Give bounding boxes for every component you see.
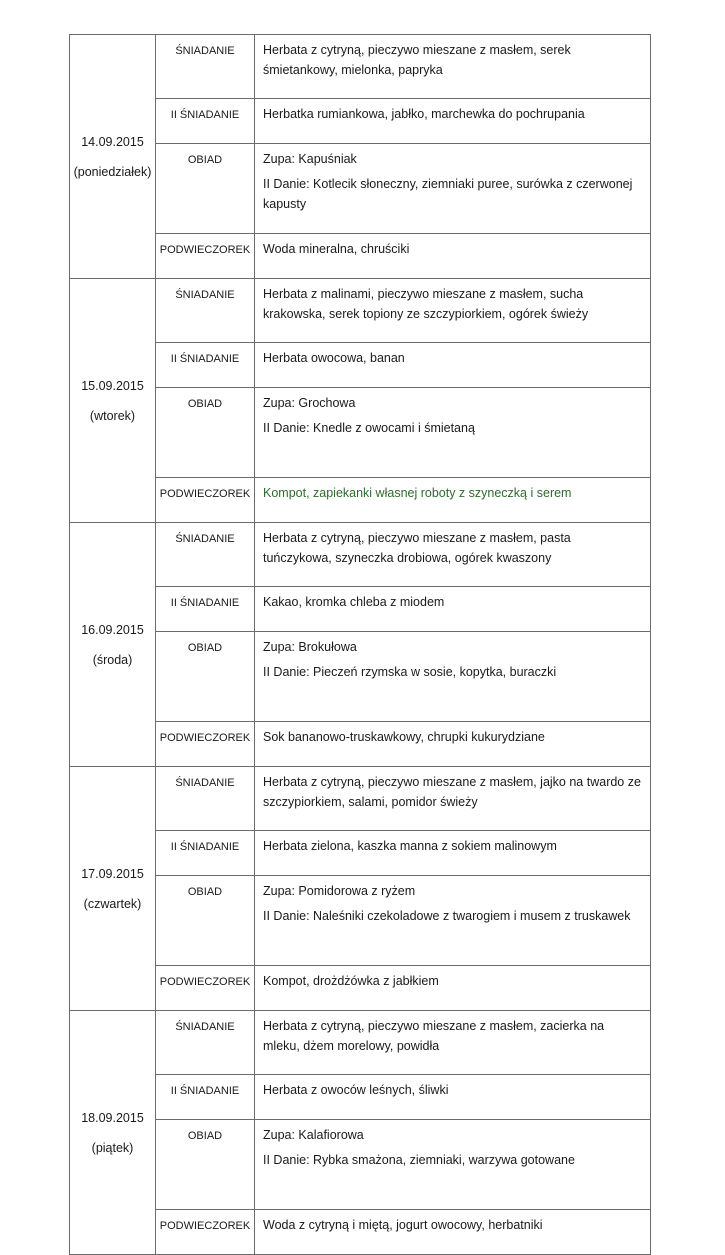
menu-row [70, 35, 651, 99]
menu-row [70, 343, 651, 388]
meal-name: OBIAD [156, 876, 255, 966]
menu-body [70, 35, 651, 1255]
day-cell [70, 1011, 156, 1255]
meal-dishes [255, 1120, 651, 1210]
dish-line: Herbatka rumiankowa, jabłko, marchewka do pochrupania [263, 107, 585, 121]
dish-line: II Danie: Kotlecik słoneczny, ziemniaki puree, surówka z czerwonej kapusty [263, 177, 633, 211]
meal-dishes [255, 1210, 651, 1255]
day-weekday: (poniedziałek) [73, 164, 152, 179]
meal-dishes [255, 388, 651, 478]
dish-line: Kompot, drożdżówka z jabłkiem [263, 974, 439, 988]
day-date: 17.09.2015 [81, 866, 144, 881]
meal-name: II ŚNIADANIE [156, 99, 255, 144]
meal-name: PODWIECZOREK [156, 966, 255, 1011]
meal-dishes [255, 35, 651, 99]
dish-line: Herbata z cytryną, pieczywo mieszane z masłem, serek śmietankowy, mielonka, papryka [263, 43, 571, 77]
dish-line: Herbata z cytryną, pieczywo mieszane z masłem, pasta tuńczykowa, szyneczka drobiowa, ogórek kwaszony [263, 531, 571, 565]
meal-name: ŚNIADANIE [156, 523, 255, 587]
dish-line: II Danie: Knedle z owocami i śmietaną [263, 421, 475, 435]
menu-row [70, 234, 651, 279]
day-weekday: (piątek) [91, 1140, 134, 1155]
day-weekday: (wtorek) [89, 408, 136, 423]
menu-row [70, 632, 651, 722]
day-date: 16.09.2015 [81, 622, 144, 637]
meal-name: PODWIECZOREK [156, 234, 255, 279]
meal-dishes [255, 279, 651, 343]
weekly-menu-table [69, 34, 651, 1255]
meal-name: OBIAD [156, 632, 255, 722]
meal-name: II ŚNIADANIE [156, 343, 255, 388]
dish-line: Herbata z malinami, pieczywo mieszane z masłem, sucha krakowska, serek topiony ze szczypiorkiem, ogórek świeży [263, 287, 589, 321]
day-weekday: (środa) [92, 652, 133, 667]
dish-line: Kompot, zapiekanki własnej roboty z szyneczką i serem [263, 486, 572, 500]
day-date: 15.09.2015 [81, 378, 144, 393]
dish-line: Woda mineralna, chruściki [263, 242, 410, 256]
meal-name: ŚNIADANIE [156, 35, 255, 99]
day-cell [70, 523, 156, 767]
meal-dishes [255, 99, 651, 144]
meal-name: PODWIECZOREK [156, 1210, 255, 1255]
meal-name: OBIAD [156, 388, 255, 478]
menu-row [70, 1075, 651, 1120]
meal-dishes [255, 343, 651, 388]
day-date: 18.09.2015 [81, 1110, 144, 1125]
dish-line: Zupa: Kapuśniak [263, 152, 357, 166]
day-cell [70, 279, 156, 523]
meal-name: II ŚNIADANIE [156, 1075, 255, 1120]
meal-name: ŚNIADANIE [156, 279, 255, 343]
menu-row [70, 144, 651, 234]
menu-row [70, 1210, 651, 1255]
dish-line: Zupa: Grochowa [263, 396, 356, 410]
meal-dishes [255, 767, 651, 831]
menu-row [70, 876, 651, 966]
meal-name: II ŚNIADANIE [156, 831, 255, 876]
meal-name: ŚNIADANIE [156, 767, 255, 831]
day-date: 14.09.2015 [81, 134, 144, 149]
dish-line: Herbata zielona, kaszka manna z sokiem malinowym [263, 839, 557, 853]
day-cell [70, 35, 156, 279]
menu-row [70, 767, 651, 831]
menu-row [70, 1011, 651, 1075]
menu-row [70, 966, 651, 1011]
menu-row [70, 279, 651, 343]
meal-name: OBIAD [156, 144, 255, 234]
dish-line: Herbata z cytryną, pieczywo mieszane z masłem, zacierka na mleku, dżem morelowy, powidła [263, 1019, 605, 1053]
meal-dishes [255, 144, 651, 234]
meal-dishes [255, 587, 651, 632]
menu-row [70, 478, 651, 523]
dish-line: Zupa: Kalafiorowa [263, 1128, 364, 1142]
dish-line: Sok bananowo-truskawkowy, chrupki kukurydziane [263, 730, 545, 744]
meal-dishes [255, 1075, 651, 1120]
dish-line: II Danie: Rybka smażona, ziemniaki, warzywa gotowane [263, 1153, 575, 1167]
dish-line: Herbata owocowa, banan [263, 351, 405, 365]
menu-row [70, 587, 651, 632]
meal-name: ŚNIADANIE [156, 1011, 255, 1075]
dish-line: Zupa: Brokułowa [263, 640, 357, 654]
meal-name: OBIAD [156, 1120, 255, 1210]
day-weekday: (czwartek) [83, 896, 142, 911]
dish-line: Zupa: Pomidorowa z ryżem [263, 884, 416, 898]
menu-row [70, 388, 651, 478]
menu-row [70, 1120, 651, 1210]
meal-dishes [255, 632, 651, 722]
meal-name: PODWIECZOREK [156, 478, 255, 523]
dish-line: Herbata z cytryną, pieczywo mieszane z masłem, jajko na twardo ze szczypiorkiem, salami, pomidor świeży [263, 775, 641, 809]
meal-dishes [255, 876, 651, 966]
menu-row [70, 831, 651, 876]
meal-dishes [255, 478, 651, 523]
meal-dishes [255, 831, 651, 876]
meal-name: PODWIECZOREK [156, 722, 255, 767]
dish-line: Herbata z owoców leśnych, śliwki [263, 1083, 449, 1097]
dish-line: Kakao, kromka chleba z miodem [263, 595, 445, 609]
menu-row [70, 722, 651, 767]
meal-dishes [255, 523, 651, 587]
dish-line: II Danie: Pieczeń rzymska w sosie, kopytka, buraczki [263, 665, 557, 679]
meal-dishes [255, 234, 651, 279]
menu-row [70, 99, 651, 144]
meal-dishes [255, 966, 651, 1011]
dish-line: Woda z cytryną i miętą, jogurt owocowy, herbatniki [263, 1218, 543, 1232]
meal-name: II ŚNIADANIE [156, 587, 255, 632]
dish-line: II Danie: Naleśniki czekoladowe z twarogiem i musem z truskawek [263, 909, 631, 923]
day-cell [70, 767, 156, 1011]
meal-dishes [255, 1011, 651, 1075]
meal-dishes [255, 722, 651, 767]
menu-row [70, 523, 651, 587]
